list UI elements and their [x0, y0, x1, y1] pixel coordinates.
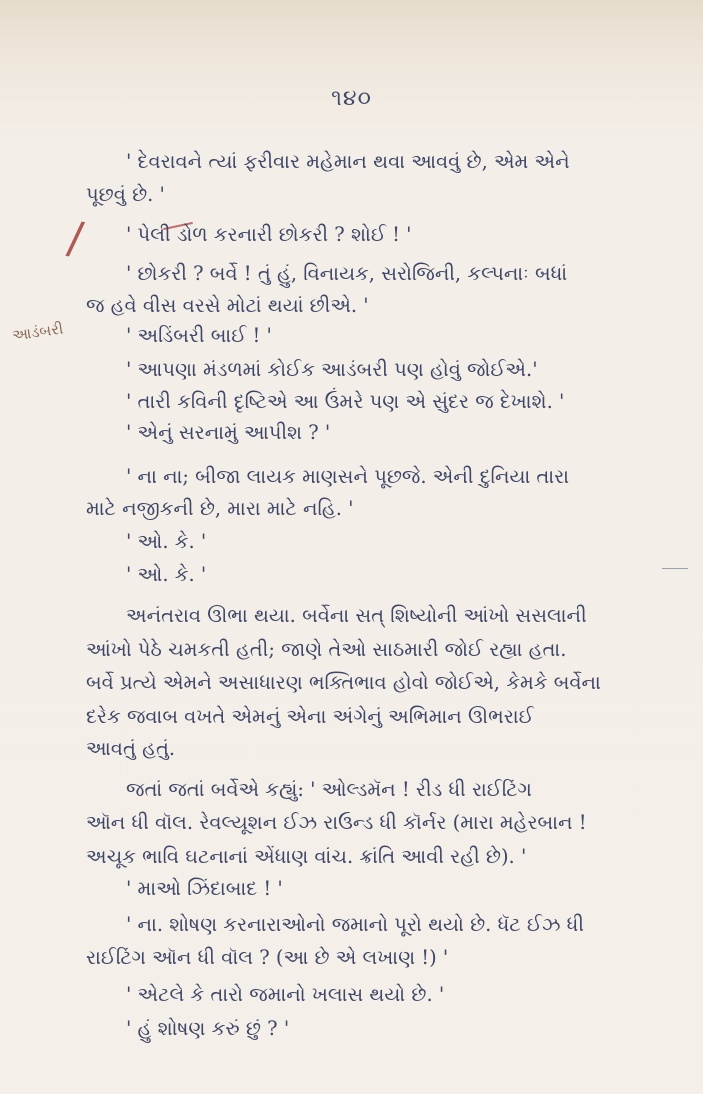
text-line: ' હું શોષણ કરું છું ? ': [126, 1017, 290, 1040]
text-line: ' અડિંબરી બાઈ ! ': [126, 324, 272, 347]
text-line: ' છોકરી ? બર્વે ! તું હું, વિનાયક, સરોજિની, કલ્પનાઃ બધાં: [126, 262, 568, 285]
text-line: ઑન ધી વૉલ. રેવલ્યૂશન ઈઝ રાઉન્ડ ધી કૉર્નર (મારા મહેરબાન !: [86, 811, 587, 834]
text-line: ' ઓ. કે. ': [126, 563, 207, 586]
text-line: ' તારી કવિની દૃષ્ટિએ આ ઉંમરે પણ એ સુંદર જ દેખાશે. ': [126, 390, 565, 413]
text-line: આંખો પેઠે ચમકતી હતી; જાણે તેઓ સાઠમારી જોઈ રહ્યા હતા.: [86, 638, 567, 661]
page-number: ૧૪૦: [331, 86, 372, 111]
text-line: ' પેલી ડોળ કરનારી છોકરી ? શોઈ ! ': [126, 223, 412, 246]
text-line: જતાં જતાં બર્વેએ કહ્યું: ' ઓલ્ડમૅન ! રીડ ધી રાઈટિંગ: [126, 778, 532, 801]
text-line: અનંતરાવ ઊભા થયા. બર્વેના સત્ શિષ્યોની આંખો સસલાની: [126, 604, 587, 627]
text-line: અચૂક ભાવિ ઘટનાનાં એંધાણ વાંચ. ક્રાંતિ આવી રહી છે). ': [86, 845, 527, 868]
text-line: ' દેવરાવને ત્યાં ફરીવાર મહેમાન થવા આવવું છે, એમ એને: [126, 150, 570, 173]
text-line: ' ઓ. કે. ': [126, 530, 207, 553]
text-line: દરેક જવાબ વખતે એમનું એના અંગેનું અભિમાન ઊભરાઈ: [86, 705, 534, 728]
text-line: માટે નજીકની છે, મારા માટે નહિ. ': [86, 497, 354, 520]
text-line: બર્વે પ્રત્યે એમને અસાધારણ ભક્તિભાવ હોવો જોઈએ, કેમકે બર્વેના: [86, 671, 601, 694]
text-line: ' આપણા મંડળમાં કોઈક આડંબરી પણ હોવું જોઈએ.': [126, 358, 538, 381]
text-line: જ હવે વીસ વરસે મોટાં થયાં છીએ. ': [86, 294, 369, 317]
margin-slash-mark: /: [64, 212, 87, 265]
text-line: ' ના ના; બીજા લાયક માણસને પૂછજે. એની દુનિયા તારા: [126, 465, 569, 488]
text-line: ' એનું સરનામું આપીશ ? ': [126, 421, 331, 444]
text-line: રાઈટિંગ ઑન ધી વૉલ ? (આ છે એ લખાણ !) ': [86, 946, 449, 969]
text-line: આવતું હતું.: [86, 737, 176, 760]
text-line: પૂછવું છે. ': [86, 183, 165, 206]
text-line: ' માઓ ઝિંદાબાદ ! ': [126, 877, 283, 900]
text-line: ' એટલે કે તારો જમાનો ખલાસ થયો છે. ': [126, 983, 445, 1006]
text-line: ' ના. શોષણ કરનારાઓનો જમાનો પૂરો થયો છે. ધૅટ ઈઝ ધી: [126, 913, 584, 936]
margin-note-adambari: આડંબરી: [10, 319, 65, 345]
margin-tick-mark: [662, 568, 688, 569]
